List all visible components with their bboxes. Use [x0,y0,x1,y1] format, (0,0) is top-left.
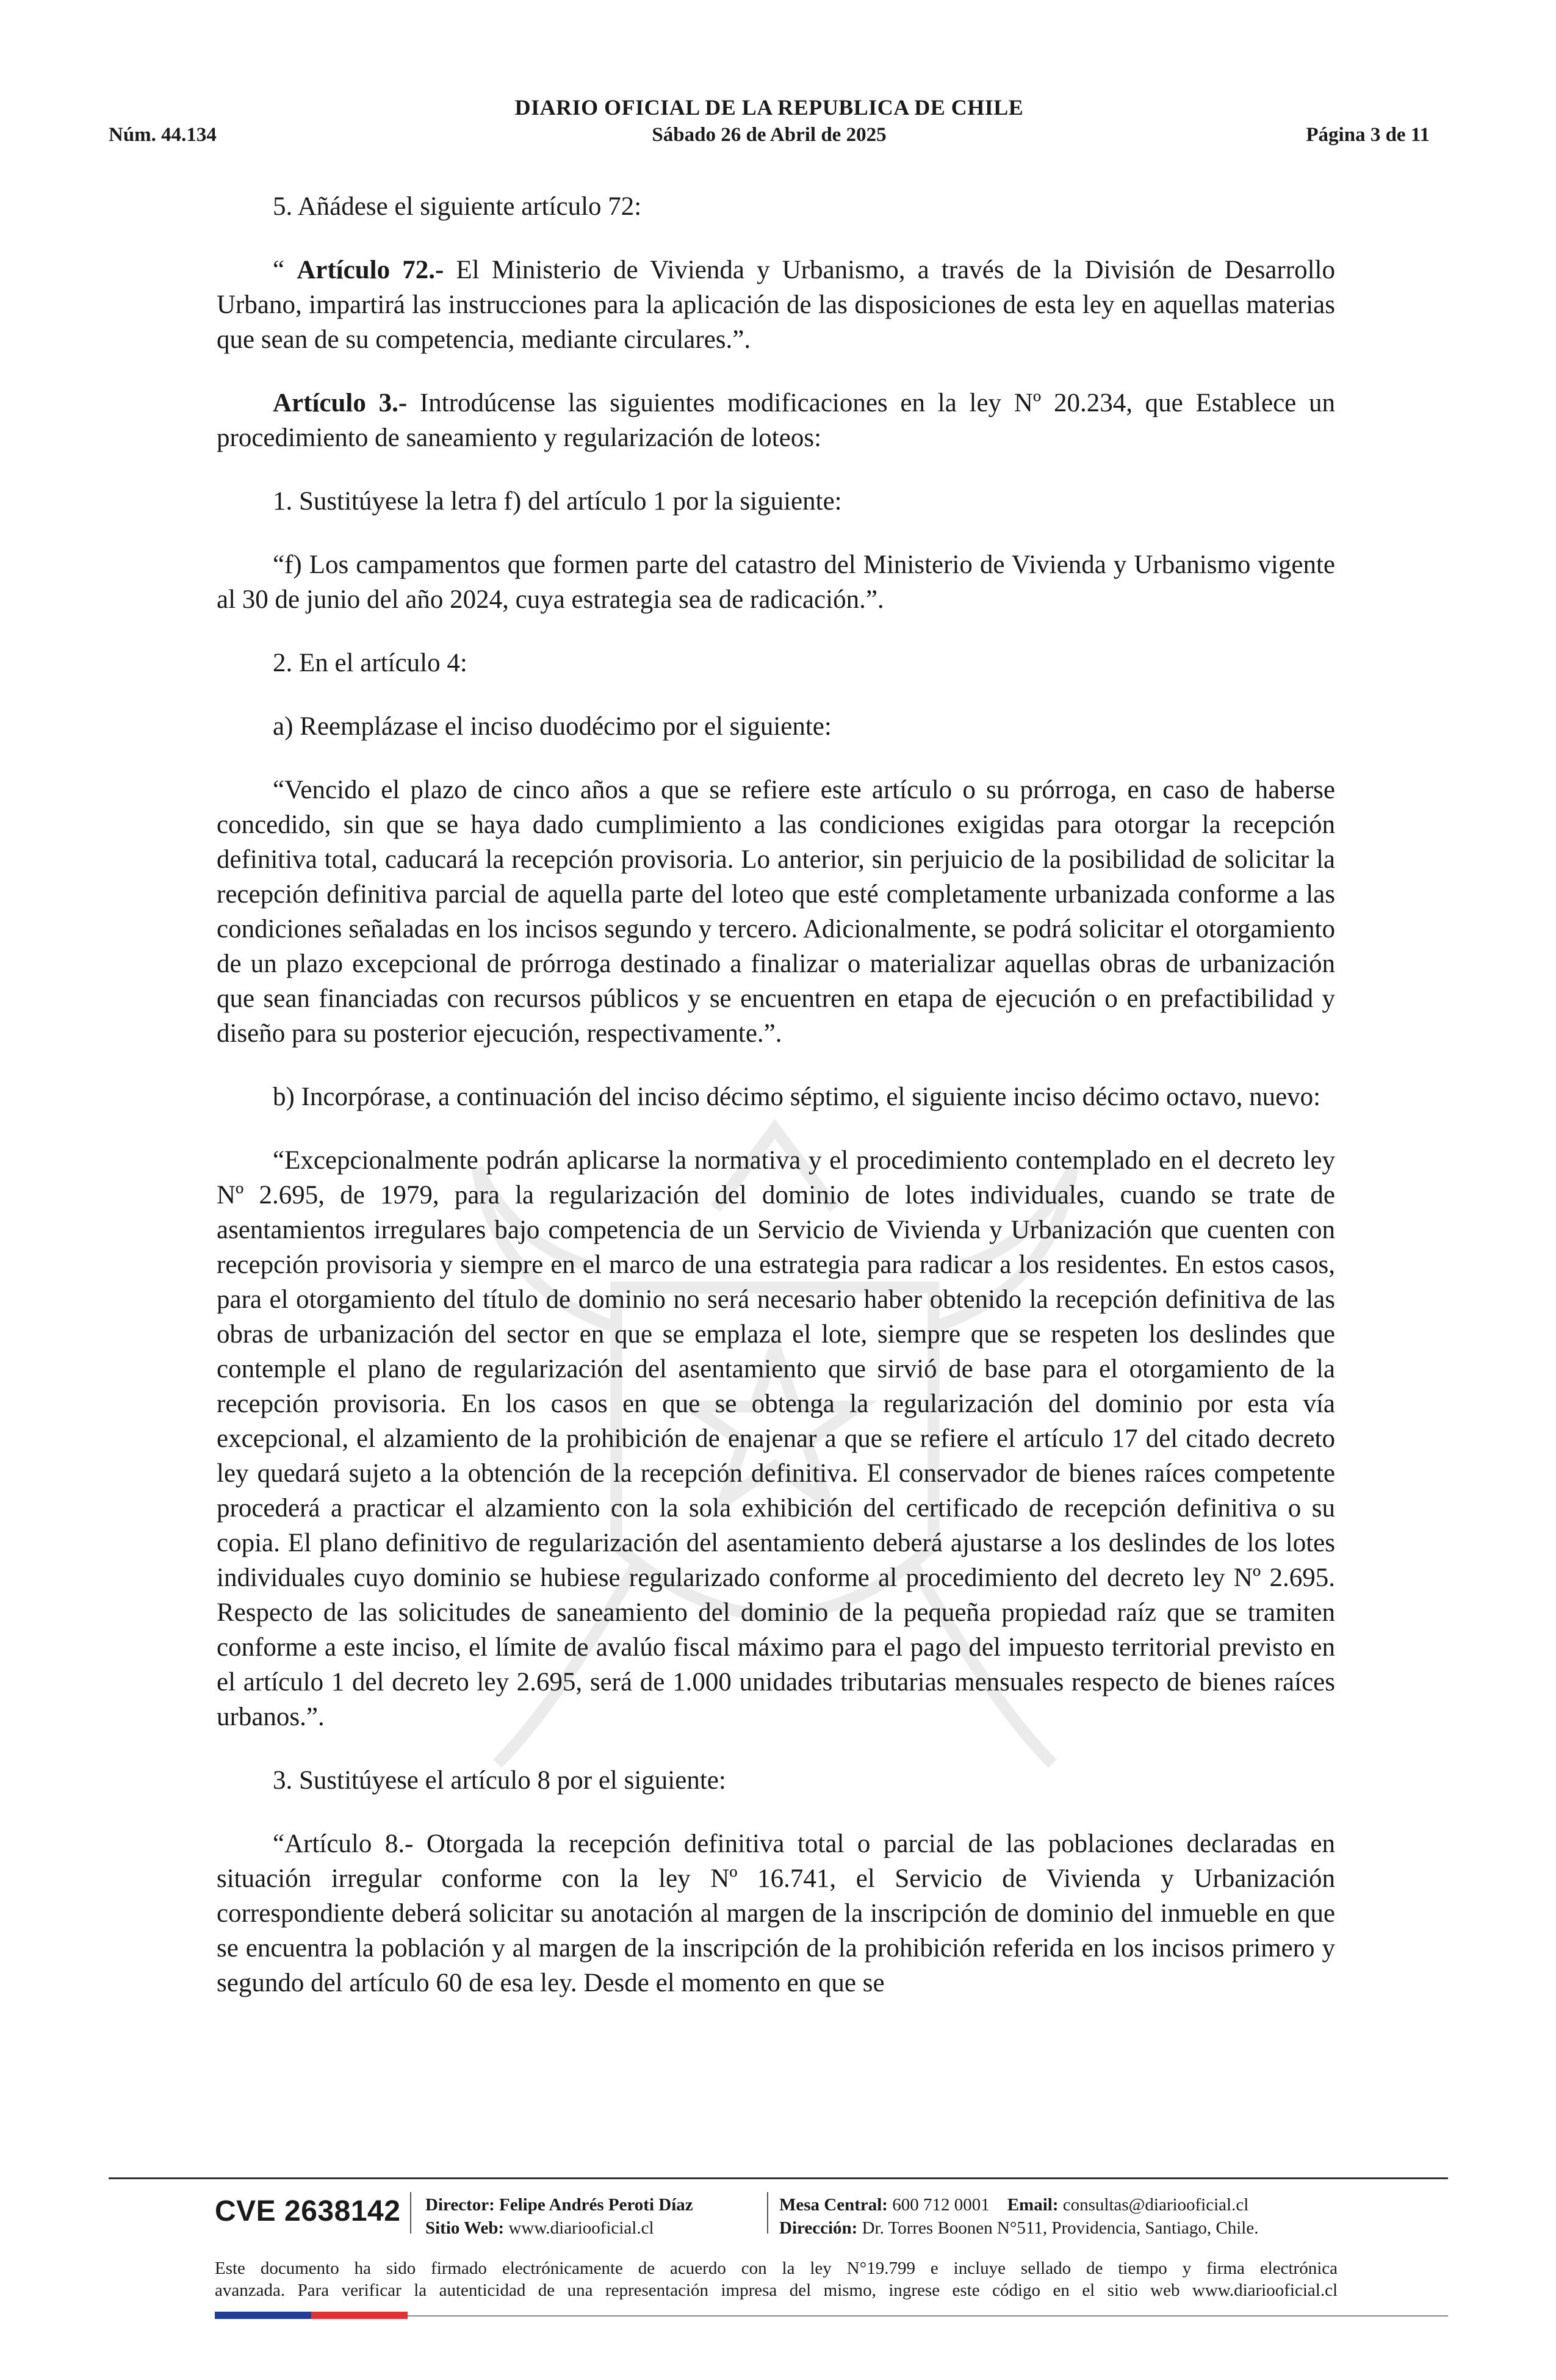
paragraph: “Excepcionalmente podrán aplicarse la normativa y el procedimiento contemplado en el decreto ley Nº 2.695, de 1979, para la regularización del dominio de lotes individuales, cuando se trate de asentamientos irregulares bajo competencia de un Servicio de Vivienda y Urbanización que cuenten con recepción provisoria y siempre en el marco de una estrategia para radicar a los residentes. En estos casos, para el otorgamiento del título de dominio no será necesario haber obtenido la recepción definitiva de las obras de urbanización del sector en que se emplaza el lote, siempre que se respeten los deslindes que contemple el plano de regularización del asentamiento que sirvió de base para el otorgamiento de la recepción provisoria. En los casos en que se obtenga la regularización del dominio por esta vía excepcional, el alzamiento de la prohibición de enajenar a que se refiere el artículo 17 del citado decreto ley quedará sujeto a la obtención de la recepción definitiva. El conservador de bienes raíces competente procederá a practicar el alzamiento con la sola exhibición del certificado de recepción definitiva o su copia. El plano definitivo de regularización del asentamiento deberá ajustarse a los deslindes de los lotes individuales cuyo dominio se hubiese regularizado conforme al procedimiento del decreto ley Nº 2.695. Respecto de las solicitudes de saneamiento del dominio de la pequeña propiedad raíz que se tramiten conforme a este inciso, el límite de avalúo fiscal máximo para el pago del impuesto territorial previsto en el artículo 1 del decreto ley 2.695, será de 1.000 unidades tributarias mensuales respecto de bienes raíces urbanos.”. [217,1146,1335,1731]
article-3-heading: Artículo 3.- [273,389,408,417]
opening-quote: “ [273,256,297,284]
flag-stripe [215,2312,408,2319]
paragraph: 3. Sustitúyese el artículo 8 por el siguiente: [273,1766,726,1795]
issue-number: Núm. 44.134 [109,124,217,146]
publication-title: DIARIO OFICIAL DE LA REPUBLICA DE CHILE [514,95,1024,120]
flag-blue-segment [215,2312,311,2319]
page-header [109,95,1430,150]
footer-divider [109,2177,1448,2179]
page-number: Página 3 de 11 [1306,124,1430,146]
paragraph: 1. Sustitúyese la letra f) del artículo 1 por la siguiente: [273,487,842,516]
paragraph: 5. Añádese el siguiente artículo 72: [273,192,642,221]
footer-separator [767,2192,768,2234]
paragraph: “Vencido el plazo de cinco años a que se refiere este artículo o su prórroga, en caso de haberse concedido, sin que se haya dado cumplimiento a las condiciones exigidas para otorgar la recepción definitiva total, caducará la recepción provisoria. Lo anterior, sin perjuicio de la posibilidad de solicitar la recepción definitiva parcial de aquella parte del loteo que esté completamente urbanizada conforme a las condiciones señaladas en los incisos segundo y tercero. Adicionalmente, se podrá solicitar el otorgamiento de un plazo excepcional de prórroga destinado a finalizar o materializar aquellas obras de urbanización que sean financiadas con recursos públicos y se encuentren en etapa de ejecución o en prefactibilidad y diseño para su posterior ejecución, respectivamente.”. [217,776,1335,1048]
site-link[interactable]: www.diariooficial.cl [508,2218,654,2238]
paragraph: “f) Los campamentos que formen parte del catastro del Ministerio de Vivienda y Urbanismo vigente al 30 de junio del año 2024, cuya estrategia sea de radicación.”. [217,550,1335,614]
issue-date: Sábado 26 de Abril de 2025 [652,124,887,146]
cve-code: CVE 2638142 [215,2195,401,2227]
legal-notice-line-1: Este documento ha sido firmado electrónicamente de acuerdo con la ley N°19.799 e incluye sellado de tiempo y firma electrónica [215,2259,1338,2278]
article-72-heading: Artículo 72.- [297,256,444,284]
page-footer [215,2190,1338,2245]
email-link[interactable]: consultas@diariooficial.cl [1062,2195,1249,2215]
document-body [217,189,1335,2000]
paragraph: 2. En el artículo 4: [273,649,467,677]
footer-separator [410,2192,411,2234]
paragraph: a) Reemplázase el inciso duodécimo por el siguiente: [273,712,832,741]
director-label: Director: [425,2195,495,2215]
address-label: Dirección: [779,2218,858,2238]
article-72-text: El Ministerio de Vivienda y Urbanismo, a través de la División de Desarrollo Urbano, impartirá las instrucciones para la aplicación de las disposiciones de esta ley en aquellas materias que sean de su competencia, mediante circulares.”. [217,256,1335,354]
article-3-text: Introdúcense las siguientes modificaciones en la ley Nº 20.234, que Establece un procedimiento de saneamiento y regularización de loteos: [217,389,1336,452]
paragraph: “Artículo 8.- Otorgada la recepción definitiva total o parcial de las poblaciones declaradas en situación irregular conforme con la ley Nº 16.741, el Servicio de Vivienda y Urbanización correspondiente deberá solicitar su anotación al margen de la inscripción de dominio del inmueble en que se encuentra la población y al margen de la inscripción de la prohibición referida en los incisos primero y segundo del artículo 60 de esa ley. Desde el momento en que se [217,1830,1335,1997]
paragraph [217,253,1335,357]
director-block [425,2193,693,2240]
mesa-phone: 600 712 0001 [892,2195,990,2215]
director-name: Felipe Andrés Peroti Díaz [499,2195,693,2215]
contact-block [779,2193,1258,2240]
email-label: Email: [1007,2195,1059,2215]
footer-bottom-rule [408,2315,1448,2317]
address-value: Dr. Torres Boonen N°511, Providencia, Santiago, Chile. [862,2218,1259,2238]
paragraph [217,386,1335,455]
flag-red-segment [311,2312,408,2319]
site-label: Sitio Web: [425,2218,505,2238]
legal-notice-line-2: avanzada. Para verificar la autenticidad de una representación impresa del mismo, ingrese este código en el sitio web www.diariooficial.cl [215,2281,1338,2300]
mesa-label: Mesa Central: [779,2195,888,2215]
paragraph: b) Incorpórase, a continuación del inciso décimo séptimo, el siguiente inciso décimo octavo, nuevo: [273,1083,1321,1111]
